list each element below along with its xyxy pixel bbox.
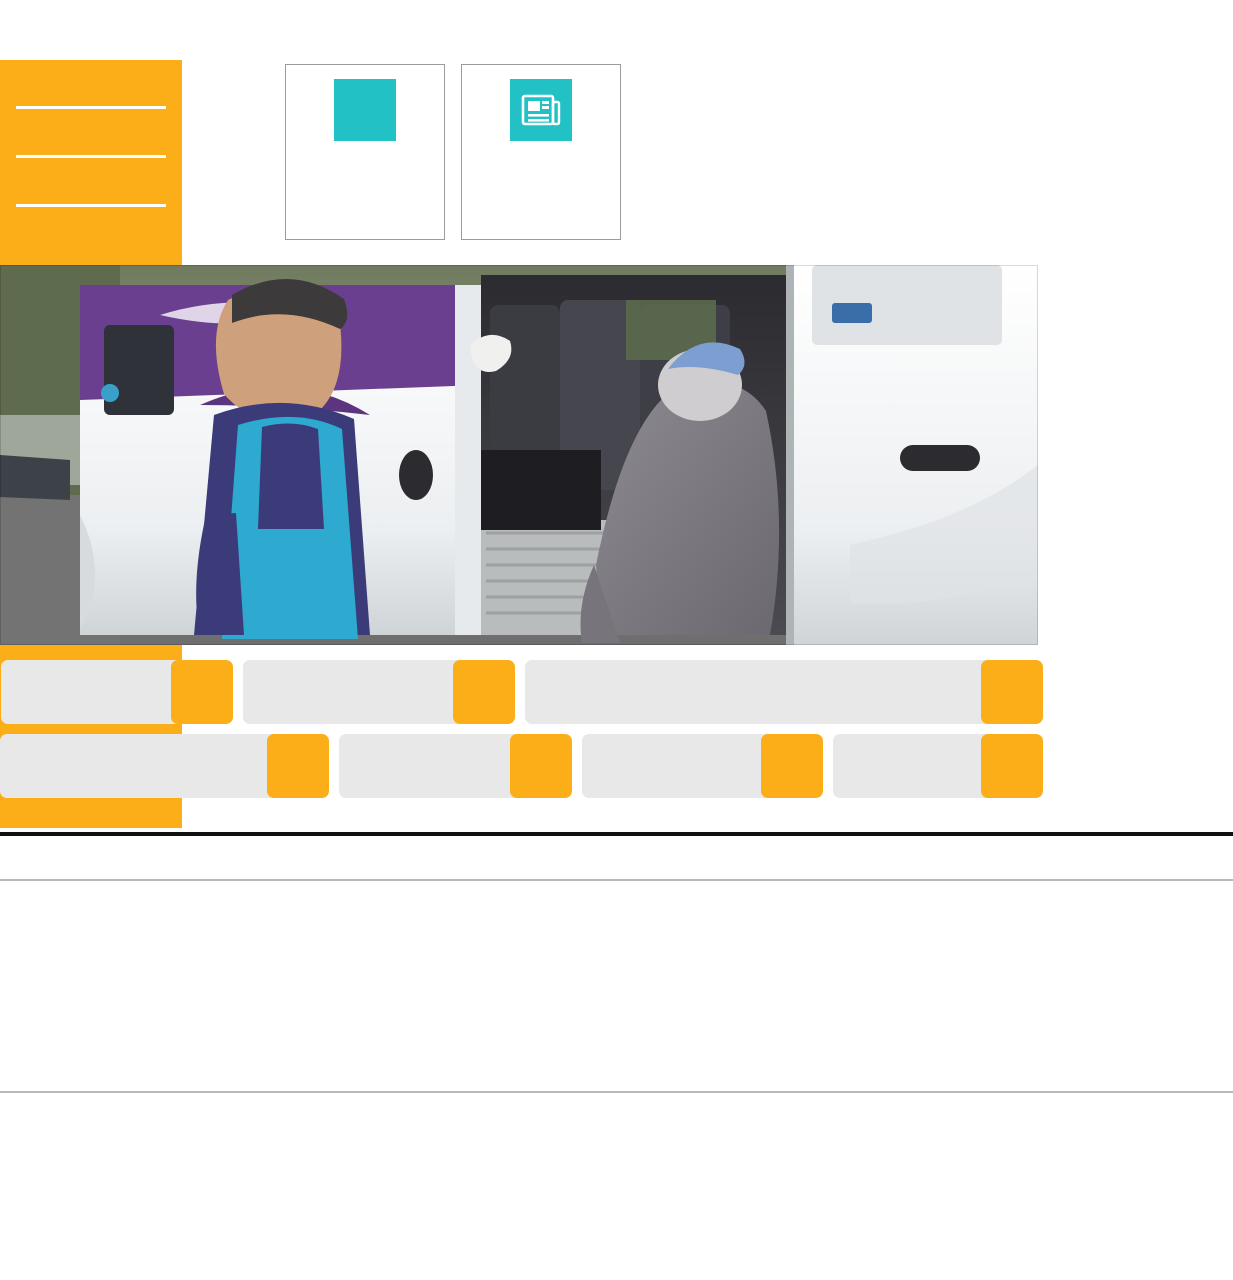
side-note: [16, 82, 166, 86]
section-divider: [0, 832, 1233, 836]
side-note: [16, 229, 166, 233]
side-note: [16, 131, 166, 135]
stat-text: [149, 660, 171, 724]
side-note: [16, 180, 166, 184]
grid-divider: [0, 1091, 1233, 1093]
stat-badge: [981, 660, 1043, 724]
grid-divider: [0, 879, 1233, 881]
districts-row-top: [0, 884, 1233, 1089]
rail-divider: [16, 106, 166, 109]
stat-text: [959, 734, 981, 798]
stat-card: [0, 734, 329, 798]
stat-badge: [761, 734, 823, 798]
photo-aid-van: [0, 265, 1038, 645]
info-card-timer: [461, 64, 621, 240]
stat-text: [431, 660, 453, 724]
number-137-icon: [334, 79, 396, 141]
stat-card: [339, 734, 573, 798]
stat-badge: [981, 734, 1043, 798]
stats-strip: [0, 660, 1043, 798]
rail-divider: [16, 204, 166, 207]
info-card-137: [285, 64, 445, 240]
stat-text: [739, 734, 761, 798]
stat-text: [245, 734, 267, 798]
stat-badge: [267, 734, 329, 798]
stat-card: [582, 734, 822, 798]
stat-card: [243, 660, 515, 724]
stat-card: [525, 660, 1043, 724]
districts-row-bottom: [0, 1096, 1233, 1280]
stats-row-1: [0, 660, 1043, 724]
stat-badge: [453, 660, 515, 724]
stat-card: [1, 660, 233, 724]
stat-text: [488, 734, 510, 798]
rail-divider: [16, 155, 166, 158]
newspaper-icon: [510, 79, 572, 141]
stats-row-2: [0, 734, 1043, 798]
stat-card: [833, 734, 1043, 798]
stat-badge: [171, 660, 233, 724]
stat-badge: [510, 734, 572, 798]
stat-text: [959, 660, 981, 724]
